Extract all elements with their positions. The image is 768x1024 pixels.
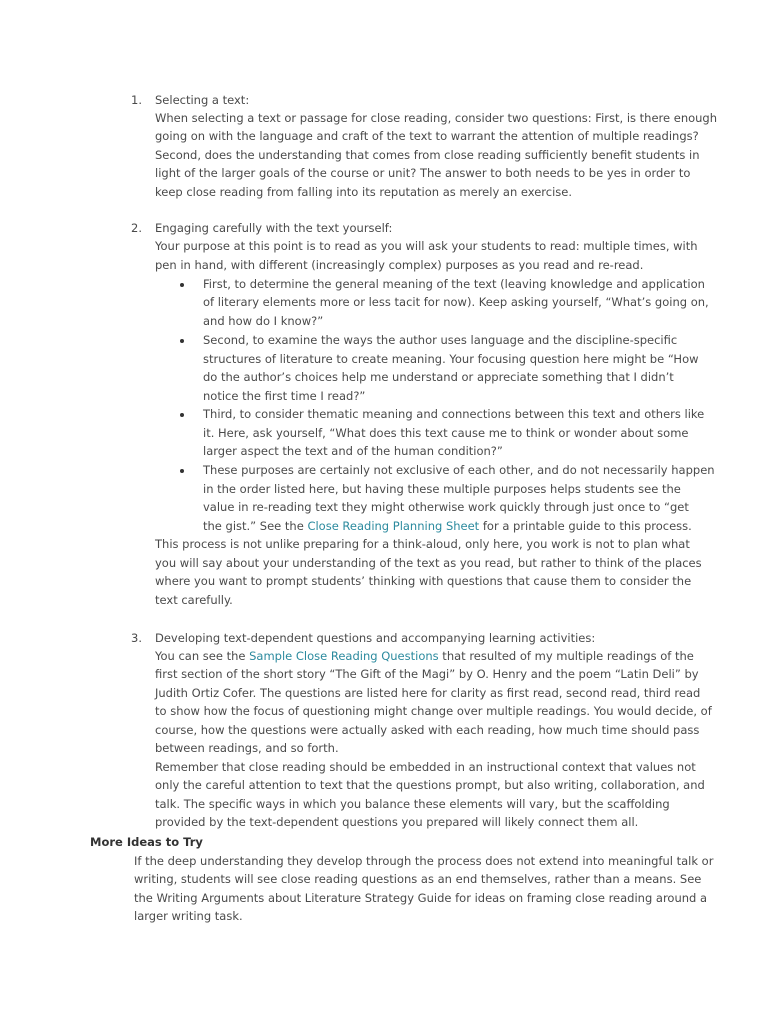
paragraph-line: Judith Ortiz Cofer. The questions are listed here for clarity as first read, second read, third read [155, 686, 701, 700]
close-reading-planning-sheet-link[interactable]: Close Reading Planning Sheet [307, 519, 480, 533]
bullet-line: notice the first time I read?” [203, 389, 366, 403]
list-number: 1. [131, 93, 142, 107]
paragraph-text: You can see the [155, 649, 250, 663]
bullet-line: structures of literature to create meaning. Your focusing question here might be “How [203, 352, 699, 366]
bullet-line: it. Here, ask yourself, “What does this text cause me to think or wonder about some [203, 426, 689, 440]
list-number: 2. [131, 221, 142, 235]
paragraph-line: This process is not unlike preparing for a think-aloud, only here, you work is not to plan what [155, 537, 690, 551]
bullet-icon [180, 469, 184, 473]
bullet-line: value in re-reading text they might otherwise work quickly through just once to “get [203, 500, 689, 514]
bullet-line-text: the gist.” See the [203, 519, 308, 533]
item-title: Selecting a text: [155, 93, 250, 107]
paragraph-line: keep close reading from falling into its reputation as merely an exercise. [155, 185, 573, 199]
bullet-line: Third, to consider thematic meaning and connections between this text and others like [203, 407, 705, 421]
paragraph-line: light of the larger goals of the course or unit? The answer to both needs to be yes in order to [155, 166, 691, 180]
paragraph-line: pen in hand, with different (increasingly complex) purposes as you read and re-read. [155, 258, 644, 272]
list-number: 3. [131, 631, 142, 645]
paragraph-line: where you want to prompt students’ thinking with questions that cause them to consider the [155, 574, 692, 588]
paragraph-line [155, 647, 694, 665]
bullet-icon [180, 413, 184, 417]
item-title: Developing text-dependent questions and accompanying learning activities: [155, 631, 596, 645]
paragraph-line: between readings, and so forth. [155, 741, 339, 755]
bullet-line: First, to determine the general meaning of the text (leaving knowledge and application [203, 277, 705, 291]
paragraph-line: provided by the text-dependent questions you prepared will likely connect them all. [155, 815, 639, 829]
paragraph-line: course, how the questions were actually asked with each reading, how much time should pass [155, 723, 700, 737]
bullet-line: larger aspect the text and of the human condition?” [203, 444, 503, 458]
paragraph-text: that resulted of my multiple readings of the [438, 649, 694, 663]
bullet-line-text: for a printable guide to this process. [479, 519, 692, 533]
bullet-line: Second, to examine the ways the author uses language and the discipline-specific [203, 333, 678, 347]
paragraph-line: Remember that close reading should be embedded in an instructional context that values not [155, 760, 696, 774]
bullet-line: and how do I know?” [203, 314, 324, 328]
bullet-line: in the order listed here, but having these multiple purposes helps students see the [203, 482, 681, 496]
paragraph-line: larger writing task. [134, 909, 243, 923]
paragraph-line: text carefully. [155, 593, 233, 607]
sample-close-reading-questions-link[interactable]: Sample Close Reading Questions [249, 649, 439, 663]
bullet-icon [180, 283, 184, 287]
paragraph-line: writing, students will see close reading questions as an end themselves, rather than a means. See [134, 872, 702, 886]
paragraph-line: to show how the focus of questioning might change over multiple readings. You would decide, of [155, 704, 712, 718]
bullet-icon [180, 339, 184, 343]
bullet-line [203, 517, 692, 535]
paragraph-line: When selecting a text or passage for close reading, consider two questions: First, is there enough [155, 111, 718, 125]
paragraph-line: Your purpose at this point is to read as you will ask your students to read: multiple times, with [155, 239, 698, 253]
bullet-line: of literary elements more or less tacit for now). Keep asking yourself, “What’s going on, [203, 295, 709, 309]
item-title: Engaging carefully with the text yourself: [155, 221, 393, 235]
paragraph-line: Second, does the understanding that comes from close reading sufficiently benefit students in [155, 148, 700, 162]
paragraph-line: only the careful attention to text that the questions prompt, but also writing, collaboration, and [155, 778, 705, 792]
paragraph-line: first section of the short story “The Gift of the Magi” by O. Henry and the poem “Latin Deli” by [155, 667, 699, 681]
paragraph-line: If the deep understanding they develop through the process does not extend into meaningful talk or [134, 854, 714, 868]
bullet-line: These purposes are certainly not exclusive of each other, and do not necessarily happen [203, 463, 715, 477]
paragraph-line: you will say about your understanding of the text as you read, but rather to think of the places [155, 556, 702, 570]
section-heading: More Ideas to Try [90, 835, 203, 849]
paragraph-line: going on with the language and craft of the text to warrant the attention of multiple readings? [155, 129, 699, 143]
bullet-line: do the author’s choices help me understand or appreciate something that I didn’t [203, 370, 674, 384]
paragraph-line: the Writing Arguments about Literature Strategy Guide for ideas on framing close reading around a [134, 891, 708, 905]
paragraph-line: talk. The specific ways in which you balance these elements will vary, but the scaffolding [155, 797, 670, 811]
